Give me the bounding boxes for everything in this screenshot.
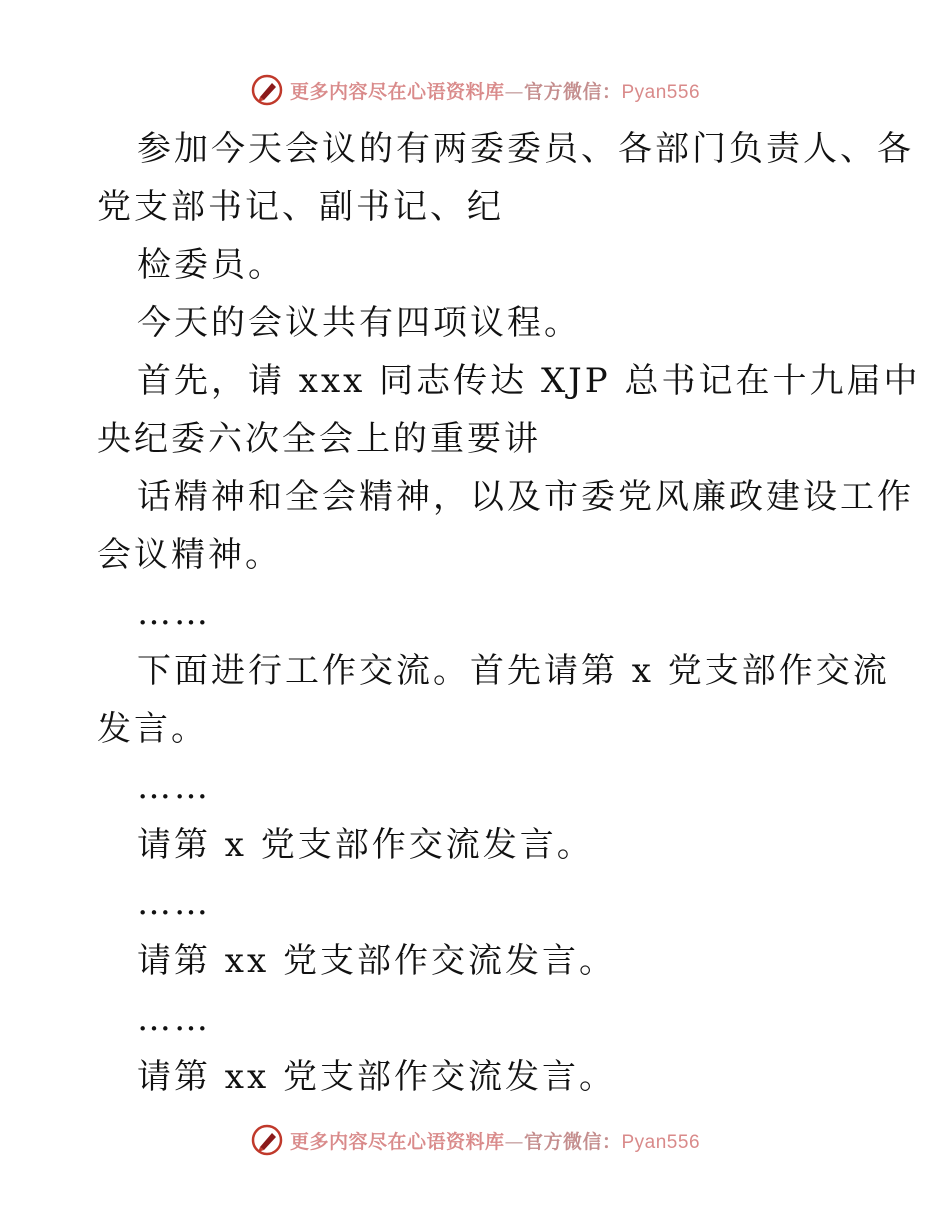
- paragraph-line: 会议精神。: [97, 535, 282, 575]
- document-body: [97, 120, 921, 1106]
- watermark-id: Pyan556: [621, 81, 701, 103]
- paragraph-line: 今天的会议共有四项议程。: [137, 303, 581, 343]
- paragraph-line: 参加今天会议的有两委委员、各部门负责人、各: [137, 129, 914, 169]
- paragraph-line: 请第 xx 党支部作交流发言。: [137, 941, 616, 981]
- paragraph-line: 请第 xx 党支部作交流发言。: [137, 1057, 616, 1097]
- watermark-sep: —: [504, 80, 524, 103]
- watermark-official: 官方微信：: [523, 1130, 622, 1153]
- paragraph-line: 发言。: [97, 709, 208, 749]
- footer-watermark: [0, 1120, 950, 1160]
- paragraph-line: 请第 x 党支部作交流发言。: [137, 825, 594, 865]
- watermark-official: 官方微信：: [523, 80, 622, 103]
- ellipsis-line: ……: [137, 883, 211, 923]
- ellipsis-line: ……: [137, 767, 211, 807]
- paragraph-line: 央纪委六次全会上的重要讲: [97, 419, 541, 459]
- watermark-main: 更多内容尽在心语资料库: [289, 80, 505, 103]
- paragraph-line: 首先，请 xxx 同志传达 XJP 总书记在十九届中: [137, 361, 921, 401]
- watermark-sep: —: [504, 1130, 524, 1153]
- pen-logo-icon: [250, 1123, 284, 1157]
- pen-logo-icon: [250, 73, 284, 107]
- watermark-main: 更多内容尽在心语资料库: [289, 1130, 505, 1153]
- paragraph-line: 党支部书记、副书记、纪: [97, 187, 504, 227]
- watermark-id: Pyan556: [621, 1131, 701, 1153]
- paragraph-line: 检委员。: [137, 245, 285, 285]
- ellipsis-line: ……: [137, 593, 211, 633]
- paragraph-line: 下面进行工作交流。首先请第 x 党支部作交流: [137, 651, 890, 691]
- ellipsis-line: ……: [137, 999, 211, 1039]
- header-watermark: [0, 70, 950, 110]
- paragraph-line: 话精神和全会精神，以及市委党风廉政建设工作: [137, 477, 914, 517]
